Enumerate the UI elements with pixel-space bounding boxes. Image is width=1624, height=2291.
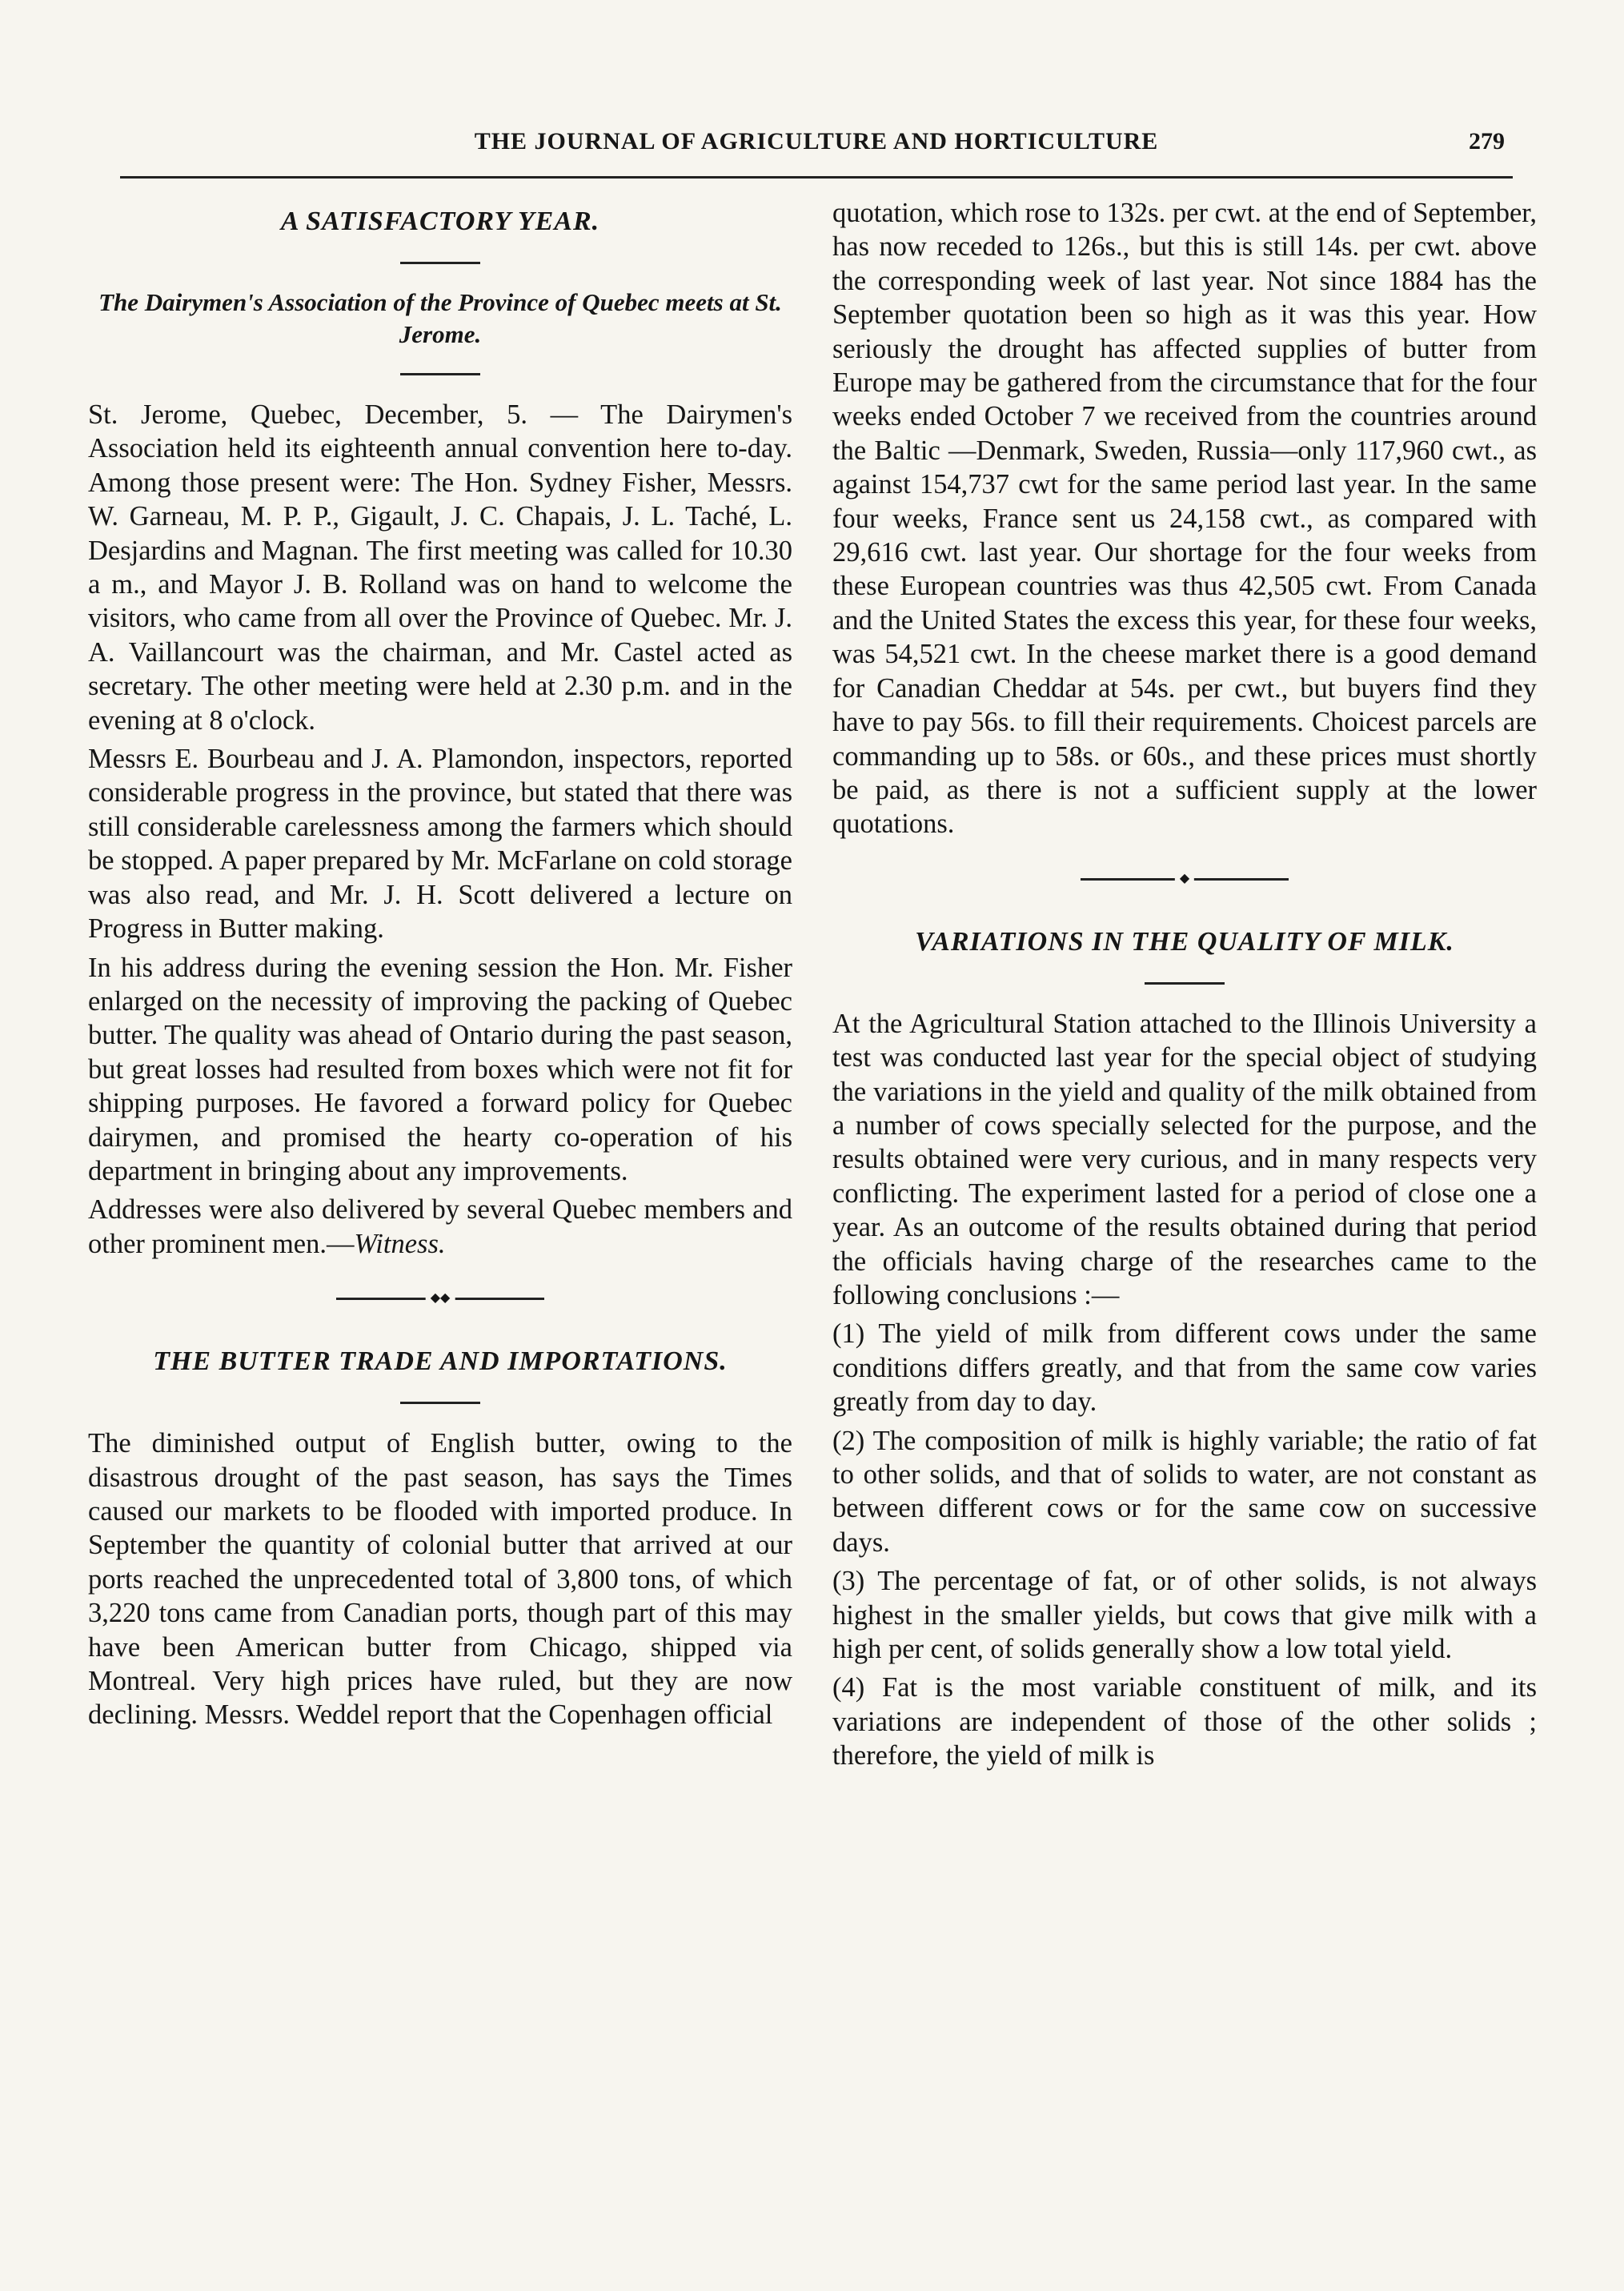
article3-paragraph: (3) The percentage of fat, or of other solids, is not always highest in the smaller yields, but cows that give milk with a high per cent, of solids generally show a low total yield. [832, 1566, 1537, 1665]
article-title-satisfactory-year: A SATISFACTORY YEAR. [280, 207, 600, 236]
title-rule [400, 1402, 480, 1404]
page-number: 279 [1469, 128, 1505, 154]
article-subtitle-dairymen: The Dairymen's Association of the Province of Quebec meets at St. Jerome. [98, 288, 782, 348]
article3-paragraph: (1) The yield of milk from different cows under the same conditions differs greatly, and that from the same cow varies greatly from day to day. [832, 1318, 1537, 1418]
article3-paragraph: At the Agricultural Station attached to the Illinois University a test was conducted last year for the special object of studying the variations in the yield and quality of the milk obtained from a number of cows specially selected for the purpose, and the results obtained were very curious, and in many respects very conflicting. The experiment lasted for a period of close one a year. As an outcome of the results obtained during that period the officials having charge of the researches came to the following conclusions :— [832, 1008, 1537, 1310]
title-rule [1145, 982, 1225, 985]
header-rule [120, 176, 1513, 179]
page-header [120, 120, 1513, 171]
attribution: Witness. [354, 1228, 446, 1259]
running-head: THE JOURNAL OF AGRICULTURE AND HORTICULTURE [474, 128, 1159, 154]
article1-paragraph: St. Jerome, Quebec, December, 5. — The Dairymen's Association held its eighteenth annual convention here to-day. Among those present were: The Hon. Sydney Fisher, Messrs. W. Garneau, M. P. P., Gigault, J. C. Chapais, J. L. Taché, L. Desjardins and Magnan. The first meeting was called for 10.30 a m., and Mayor J. B. Rolland was on hand to welcome the visitors, who came from all over the Province of Quebec. Mr. J. A. Vaillancourt was the chairman, and Mr. Castel acted as secretary. The other meeting were held at 2.30 p.m. and in the evening at 8 o'clock. [88, 399, 792, 736]
section-ornament: ◆◆ [336, 1293, 544, 1304]
article2-paragraph-right: quotation, which rose to 132s. per cwt. at the end of September, has now receded to 126s., but this is still 14s. per cwt. above the corresponding week of last year. Not since 1884 has the September quotation been so high as it was this year. How seriously the drought has affected supplies of butter from Europe may be gathered from the circumstance that for the four weeks ended October 7 we received from the countries around the Baltic —Denmark, Sweden, Russia—only 117,960 cwt., as against 154,737 cwt for the same period last year. In the same four weeks, France sent us 24,158 cwt., as compared with 29,616 cwt. last year. Our shortage for the four weeks from these European countries was thus 42,505 cwt. From Canada and the United States the excess this year, for these four weeks, was 54,521 cwt. In the cheese market there is a good demand for Canadian Cheddar at 54s. per cwt., but buyers find they have to pay 56s. to fill their requirements. Choicest parcels are commanding up to 58s. or 60s., and these prices must shortly be paid, as there is not a sufficient supply at the lower quotations. [832, 198, 1537, 840]
article2-paragraph-left: The diminished output of English butter, owing to the disastrous drought of the past season, has says the Times caused our markets to be flooded with imported produce. In September the quantity of colonial butter that arrived at our ports reached the unprecedented total of 3,800 tons, of which 3,220 tons came from Canadian ports, though part of this may have been American butter from Chicago, shipped via Montreal. Very high prices have ruled, but they are now declining. Messrs. Weddel report that the Copenhagen official [88, 1428, 792, 1731]
closing-text: Addresses were also delivered by several Quebec members and other prominent men.— [88, 1194, 792, 1259]
right-column [832, 196, 1537, 1778]
article1-paragraph: Messrs E. Bourbeau and J. A. Plamondon, inspectors, reported considerable progress in the province, but stated that there was still considerable carelessness among the farmers which should be stopped. A paper prepared by Mr. McFarlane on cold storage was also read, and Mr. J. H. Scott delivered a lecture on Progress in Butter making. [88, 744, 792, 945]
article1-closing [88, 1193, 792, 1261]
article3-paragraph: (4) Fat is the most variable constituent of milk, and its variations are independent of those of the other solids ; therefore, the yield of milk is [832, 1672, 1537, 1771]
article-title-butter-trade: THE BUTTER TRADE AND IMPORTATIONS. [153, 1346, 728, 1377]
article1-paragraph: In his address during the evening session the Hon. Mr. Fisher enlarged on the necessity of improving the packing of Quebec butter. The quality was ahead of Ontario during the past season, but great losses had resulted from boxes which were not fit for shipping purposes. He favored a forward policy for Quebec dairymen, and promised the hearty co-operation of his department in bringing about any improvements. [88, 952, 792, 1186]
left-column [88, 196, 792, 1737]
article3-paragraph: (2) The composition of milk is highly variable; the ratio of fat to other solids, and that of solids to water, are not constant as between different cows or for the same cow on successive days. [832, 1425, 1537, 1558]
article-title-milk-quality: VARIATIONS IN THE QUALITY OF MILK. [915, 926, 1454, 957]
subtitle-rule [400, 373, 480, 375]
title-rule [400, 262, 480, 264]
section-ornament: ◆ [1081, 873, 1289, 885]
